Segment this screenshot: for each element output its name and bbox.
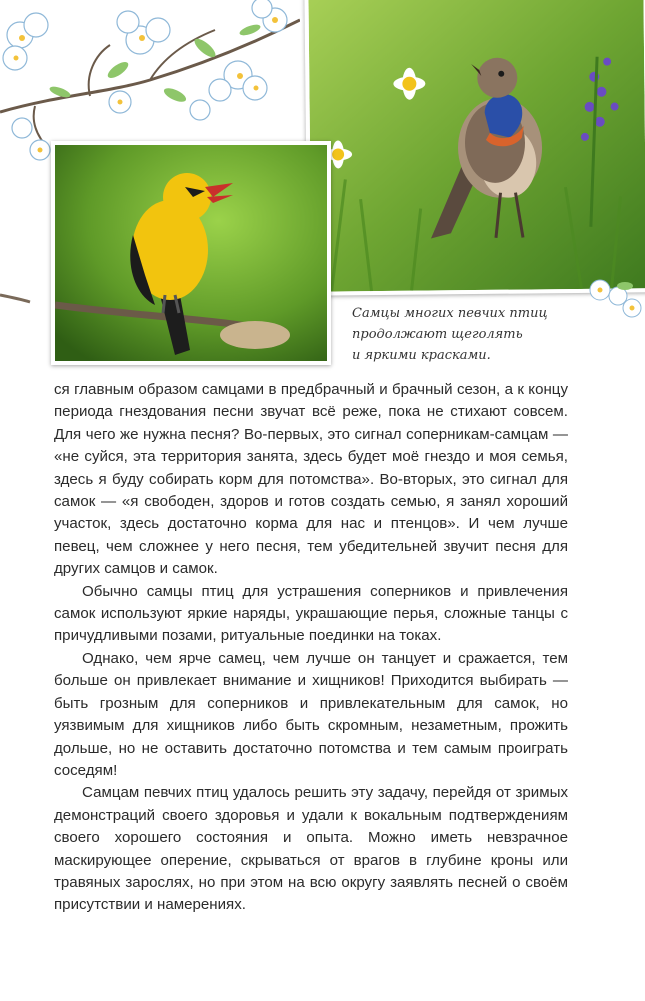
paragraph: Обычно самцы птиц для устрашения соперников и привлечения самок используют яркие наряды, украшающие перья, сложные танцы с причудливыми позами, ритуальные поединки на токах.: [54, 582, 568, 645]
branch-stub: [0, 290, 32, 304]
caption-line: продолжают щеголять: [352, 327, 523, 342]
article-body: [54, 379, 568, 917]
paragraph: Самцам певчих птиц удалось решить эту задачу, перейдя от зримых демонстраций своего здоровья и удали к вокальным подтверждениям своего хорошего состояния и опыта. Можно иметь невзрачное маскирующее оперение, скрываться от врагов в глубине кроны или травяных зарослях, но при этом на всю округу заявлять песней о своём присутствии и намерениях.: [54, 784, 568, 914]
paragraph: ся главным образом самцами в предбрачный и брачный сезон, а к концу периода гнездования песни звучат всё реже, пока не стихают совсем. Для чего же нужна песня? Во-первых, это сигнал соперникам-самцам — «не суйся, эта территория занята, здесь будет моё гнездо и моя семья, здесь я буду собирать корм для потомства». Во-вторых, это сигнал для самок — «я свободен, здоров и готов создать семью, я занял хороший участок, здесь достаточно корма для нас и птенцов». И чем лучше певец, чем сложнее у него песня, тем убедительней звучит песня для других самцов и самок.: [54, 381, 568, 578]
photo-golden-oriole: [51, 141, 331, 365]
blossom-corner-illustration: [580, 278, 645, 323]
photo-bluethroat: [304, 0, 645, 296]
paragraph: Однако, чем ярче самец, чем лучше он танцует и сражается, тем больше он привлекает внимание и хищников! Приходится выбирать — быть грозным для соперников и привлекательным для самок, но уязвимым для хищников либо быть скромным, незаметным, прожить дольше, но не оставить достаточно потомства и тем самым проиграть соседям!: [54, 649, 568, 779]
caption-line: Самцы многих певчих птиц: [352, 306, 548, 321]
caption-line: и яркими красками.: [352, 348, 491, 363]
photo-caption: [352, 303, 552, 366]
